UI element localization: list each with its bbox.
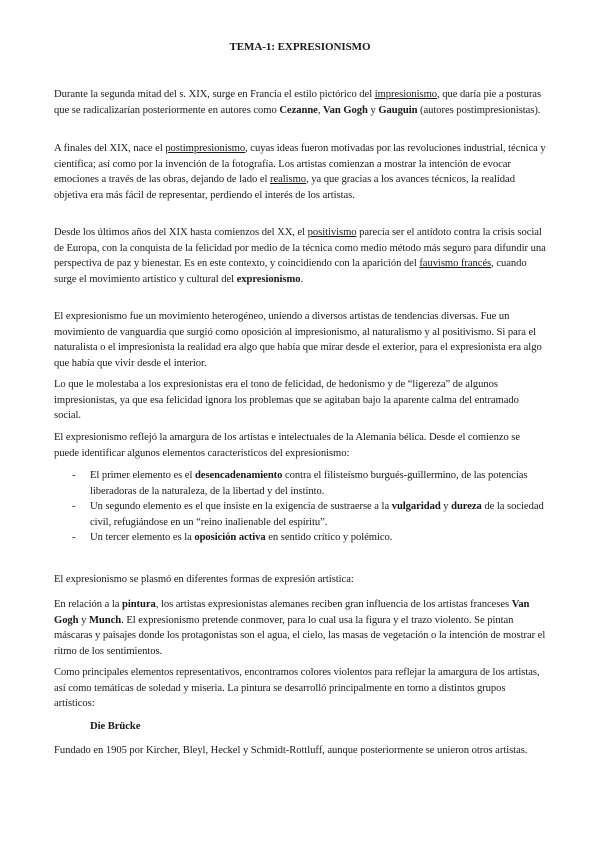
section-heading-die-brucke: Die Brücke — [90, 721, 141, 732]
paragraph-postimpresionismo: A finales del XIX, nace el postimpresionismo, cuyas ideas fueron motivadas por las revoluciones industrial, técnica y científica; así como por la invención de la fotografía. Los artistas comienzan a mostrar la intención de evocar emociones a través de las obras, dejando de lado el realismo, ya que gracias a los avances técnicos, la realidad objetiva era más fácil de representar, perdiendo el interés de los artistas. — [54, 143, 546, 201]
term-realismo: realismo — [269, 174, 307, 186]
paragraph-amargura: El expresionismo reflejó la amargura de los artistas e intelectuales de la Alemania bélica. Desde el comienzo se puede identificar algunos elementos característicos del expresionismo: — [54, 432, 521, 459]
term-postimpresionismo: postimpresionismo — [165, 143, 246, 154]
term-positivismo: positivismo — [307, 227, 357, 238]
term-expresionismo: expresionismo — [236, 273, 301, 285]
paragraph-pintura: En relación a la pintura, los artistas expresionistas alemanes reciben gran influencia de los artistas franceses Van Gogh y Munch. El expresionismo pretende conmover, para lo cual usa la figura y el trazo violento. Se pintan máscaras y paisajes donde los protagonistas son el agua, el cielo, las masas de vegetación o la intención de mostrar el ritmo de los sentimientos. — [54, 599, 546, 657]
name-van-gogh-2: Van Gogh — [54, 599, 530, 626]
list-item: - Un tercer elemento es la oposición activa en sentido crítico y polémico. — [72, 532, 393, 544]
paragraph-impresionismo: Durante la segunda mitad del s. XIX, surge en Francia el estilo pictórico del impresionismo, que daría pie a posturas que se radicalizarían posteriormente en autores como Cezanne, Van Gogh y Gauguin (autores postimpresionistas). — [54, 89, 542, 116]
document-title: TEMA-1: EXPRESIONISMO — [229, 41, 371, 53]
term-impresionismo: impresionismo — [374, 89, 438, 100]
term-pintura: pintura — [121, 599, 156, 610]
paragraph-formas: El expresionismo se plasmó en diferentes formas de expresión artística: — [54, 574, 354, 585]
paragraph-elementos: Como principales elementos representativos, encontramos colores violentos para reflejar la amargura de los artistas, así como temáticas de soledad y miseria. La pintura se desarrolló principalmente en torno a distintos grupos artísticos: — [54, 667, 540, 710]
term-fauvismo: fauvismo francés — [419, 258, 492, 270]
name-van-gogh: Van Gogh — [323, 104, 368, 116]
name-gauguin: Gauguin — [378, 104, 418, 116]
name-munch: Munch — [88, 614, 122, 626]
paragraph-heterogeneo: El expresionismo fue un movimiento heterogéneo, uniendo a diversos artistas de tendencias diversas. Fue un movimiento de vanguardia que surgió como oposición al impresionismo, al naturalismo y al positivismo. Si para el naturalista o el impresionista la realidad era algo que había que mirar desde el exterior, para el expresionista era algo que había que vivir desde el interior. — [54, 311, 542, 369]
paragraph-positivismo: Desde los últimos años del XIX hasta comienzos del XX, el positivismo parecía ser el antídoto contra la crisis social de Europa, con la conquista de la felicidad por medio de la técnica como medio método más seguro para difundir una perspectiva de paz y bienestar. Es en este contexto, y coincidiendo con la aparición del fauvismo francés, cuando surge el movimiento artístico y cultural del expresionismo. — [54, 227, 546, 285]
elements-list — [54, 468, 546, 546]
name-cezanne: Cezanne — [279, 104, 318, 116]
paragraph-fundado: Fundado en 1905 por Kircher, Bleyl, Heckel y Schmidt-Rottluff, aunque posteriormente se unieron otros artistas. — [54, 745, 528, 756]
paragraph-molestaba: Lo que le molestaba a los expresionistas era el tono de felicidad, de hedonismo y de “ligereza” de algunos impresionistas, ya que esa felicidad ignora los problemas que se agitaban bajo la aparente calma del entramado social. — [54, 379, 519, 422]
list-item: - Un segundo elemento es el que insiste en la exigencia de sustraerse a la vulgaridad y dureza de la sociedad civil, refugiándose en un “reino inalienable del espíritu”. — [72, 501, 544, 528]
list-item: - El primer elemento es el desencadenamiento contra el filisteísmo burgués-guillermino, de las potencias liberadoras de la naturaleza, de la libertad y del instinto. — [72, 470, 528, 497]
